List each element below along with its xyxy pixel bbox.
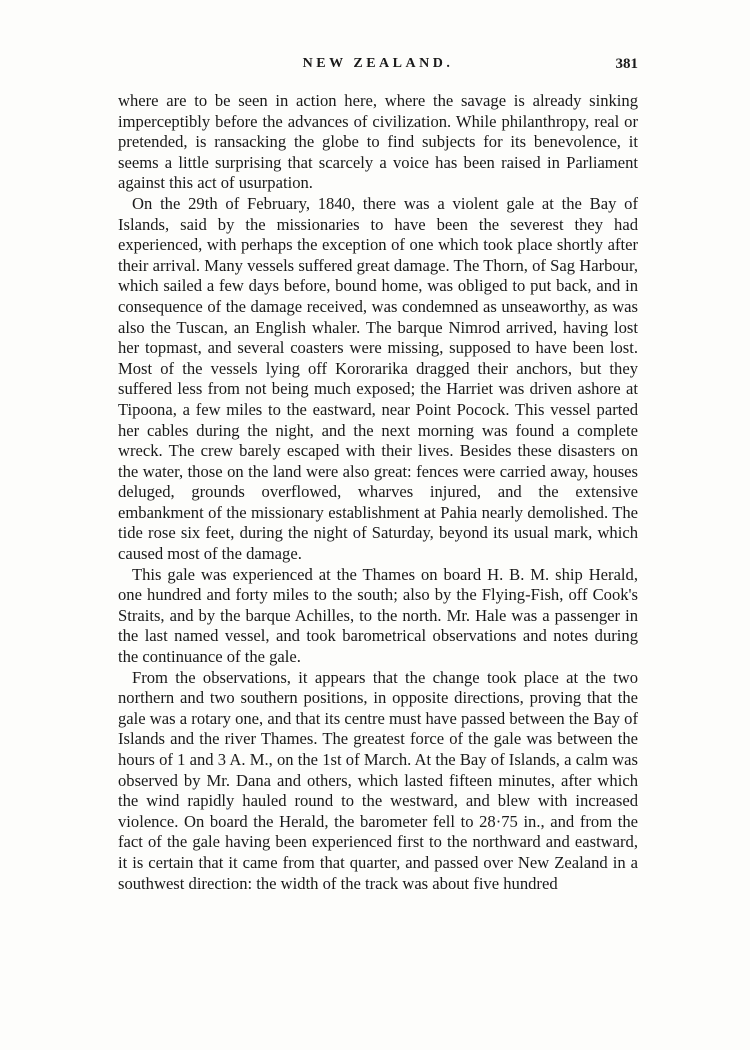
page-header <box>118 56 638 80</box>
body-text <box>118 91 638 894</box>
page-number: 381 <box>615 56 638 72</box>
paragraph-2: On the 29th of February, 1840, there was a violent gale at the Bay of Islands, said by the missionaries to have been the severest they had experienced, with perhaps the exception of one which took place shortly after their arrival. Many vessels suffered great damage. The Thorn, of Sag Harbour, which sailed a few days before, bound home, was obliged to put back, and in consequence of the damage received, was condemned as unseaworthy, as was also the Tuscan, an English whaler. The barque Nimrod arrived, having lost her topmast, and several coasters were missing, supposed to have been lost. Most of the vessels lying off Kororarika dragged their anchors, but they suffered less from not being much exposed; the Harriet was driven ashore at Tipoona, a few miles to the eastward, near Point Pocock. This vessel parted her cables during the night, and the next morning was found a complete wreck. The crew barely escaped with their lives. Besides these disasters on the water, those on the land were also great: fences were carried away, houses deluged, grounds overflowed, wharves injured, and the extensive embankment of the missionary establishment at Pahia nearly demolished. The tide rose six feet, during the night of Saturday, beyond its usual mark, which caused most of the damage. <box>118 193 638 564</box>
paragraph-3: This gale was experienced at the Thames on board H. B. M. ship Herald, one hundred and forty miles to the south; also by the Flying-Fish, off Cook's Straits, and by the barque Achilles, to the north. Mr. Hale was a passenger in the last named vessel, and took barometrical observations and notes during the continuance of the gale. <box>118 564 638 667</box>
running-title: NEW ZEALAND. <box>302 56 454 71</box>
paragraph-1: where are to be seen in action here, where the savage is already sinking imperceptibly before the advances of civilization. While philanthropy, real or pretended, is ransacking the globe to find subjects for its benevolence, it seems a little surprising that scarcely a voice has been raised in Parliament against this act of usurpation. <box>118 91 638 193</box>
paragraph-4: From the observations, it appears that the change took place at the two northern and two southern positions, in opposite directions, proving that the gale was a rotary one, and that its centre must have passed between the Bay of Islands and the river Thames. The greatest force of the gale was between the hours of 1 and 3 A. M., on the 1st of March. At the Bay of Islands, a calm was observed by Mr. Dana and others, which lasted fifteen minutes, after which the wind rapidly hauled round to the westward, and blew with increased violence. On board the Herald, the barometer fell to 28·75 in., and from the fact of the gale having been experienced first to the northward and eastward, it is certain that it came from that quarter, and passed over New Zealand in a southwest direction: the width of the track was about five hundred <box>118 667 638 893</box>
